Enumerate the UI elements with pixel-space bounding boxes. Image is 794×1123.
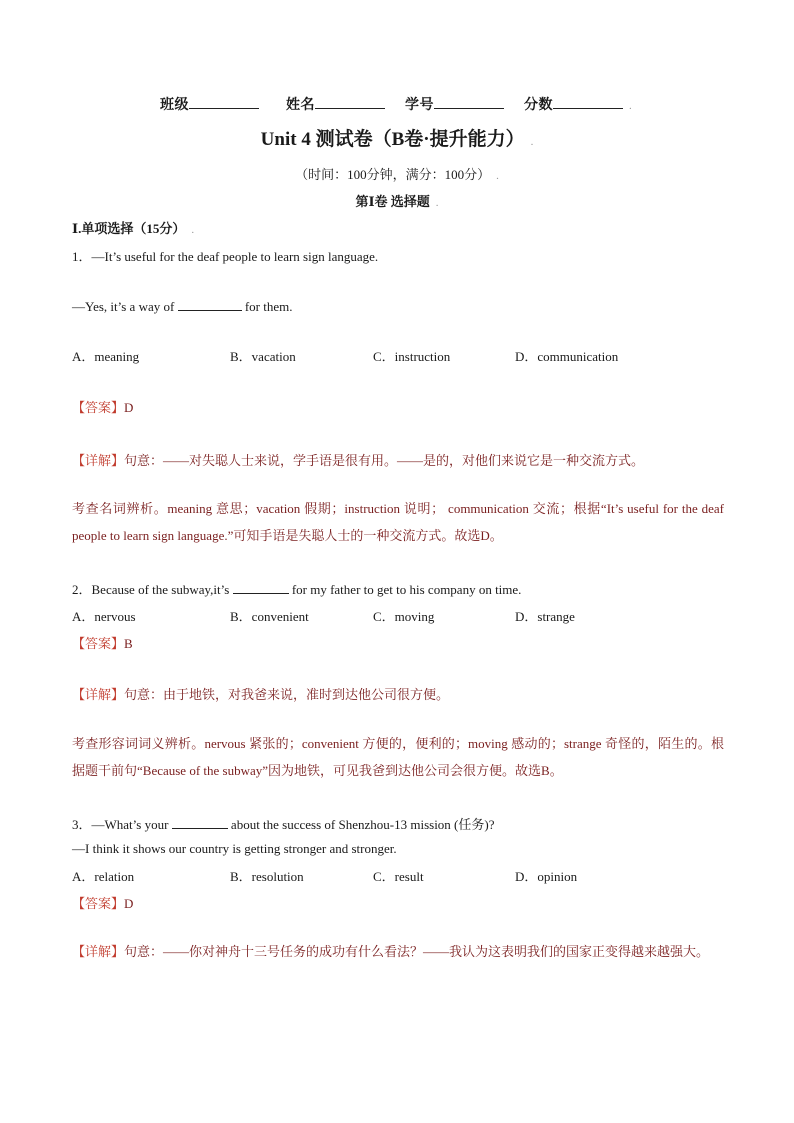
question-1-explanation: 【详解】句意：——对失聪人士来说，学手语是很有用。——是的，对他们来说它是一种交流方式。 [72, 453, 645, 468]
option-d[interactable]: D．opinion [515, 869, 578, 884]
class-field [160, 94, 259, 114]
question-1-stem: 1．—It’s useful for the deaf people to learn sign language. [72, 249, 379, 264]
paragraph-mark-icon: . [530, 136, 534, 148]
volume-heading: 第Ⅰ卷 选择题 . [355, 194, 439, 209]
question-2-stem: 2．Because of the subway,it’s for my father to get to his company on time. [72, 579, 521, 598]
class-blank[interactable] [189, 94, 259, 109]
option-d[interactable]: D．strange [515, 609, 575, 624]
question-3-stem: 3．—What’s your about the success of Shenzhou-13 mission (任务)? [72, 814, 494, 833]
name-label: 姓名 [286, 98, 315, 113]
question-1-answer: 【答案】D [72, 400, 134, 415]
question-3-answer: 【答案】D [72, 896, 134, 911]
option-c[interactable]: C．instruction [373, 349, 451, 364]
option-a[interactable]: A．relation [72, 869, 135, 884]
option-b[interactable]: B．resolution [230, 869, 304, 884]
id-blank[interactable] [434, 94, 504, 109]
question-2-explanation: 【详解】句意：由于地铁，对我爸来说，准时到达他公司很方便。 [72, 687, 450, 702]
answer-blank[interactable] [172, 814, 228, 829]
id-label: 学号 [405, 98, 434, 113]
paragraph-mark-icon: . [496, 170, 499, 182]
answer-blank[interactable] [233, 579, 289, 594]
option-a[interactable]: A．nervous [72, 609, 136, 624]
id-field [405, 94, 504, 114]
exam-time-info: （时间：100分钟，满分：100分） . [295, 167, 499, 182]
score-blank[interactable] [553, 94, 623, 109]
question-3-explanation: 【详解】句意：——你对神舟十三号任务的成功有什么看法？——我认为这表明我们的国家正变得越来越强大。 [72, 944, 710, 959]
paragraph-mark-icon: . [629, 100, 633, 112]
question-2-analysis: 考查形容词词义辨析。nervous 紧张的；convenient 方便的，便利的；moving 感动的；strange 奇怪的，陌生的。根据题干前句“Because of the subway”因为地铁，可见我爸到达他公司会很方便。故选B。 [72, 736, 724, 778]
score-field [524, 94, 632, 114]
option-b[interactable]: B．vacation [230, 349, 296, 364]
option-c[interactable]: C．result [373, 869, 424, 884]
answer-blank[interactable] [178, 296, 242, 311]
option-b[interactable]: B．convenient [230, 609, 309, 624]
score-label: 分数 [524, 98, 553, 113]
question-2-answer: 【答案】B [72, 636, 133, 651]
option-d[interactable]: D．communication [515, 349, 619, 364]
class-label: 班级 [160, 98, 189, 113]
question-3-reply: —I think it shows our country is getting stronger and stronger. [72, 841, 397, 856]
page-title: Unit 4 测试卷（B卷·提升能力） . [260, 129, 534, 150]
option-c[interactable]: C．moving [373, 609, 435, 624]
paragraph-mark-icon: . [435, 197, 439, 209]
name-field [286, 94, 385, 114]
section-heading: Ⅰ.单项选择（15分） . [72, 221, 195, 236]
question-1-analysis: 考查名词辨析。meaning 意思；vacation 假期；instruction 说明； communication 交流；根据“It’s useful for the deaf people to learn sign language.”可知手语是失聪人士的一种交流方式。故选D。 [72, 501, 724, 543]
question-1-reply: —Yes, it’s a way of for them. [72, 296, 292, 315]
paragraph-mark-icon: . [191, 224, 195, 236]
name-blank[interactable] [315, 94, 385, 109]
option-a[interactable]: A．meaning [72, 349, 140, 364]
